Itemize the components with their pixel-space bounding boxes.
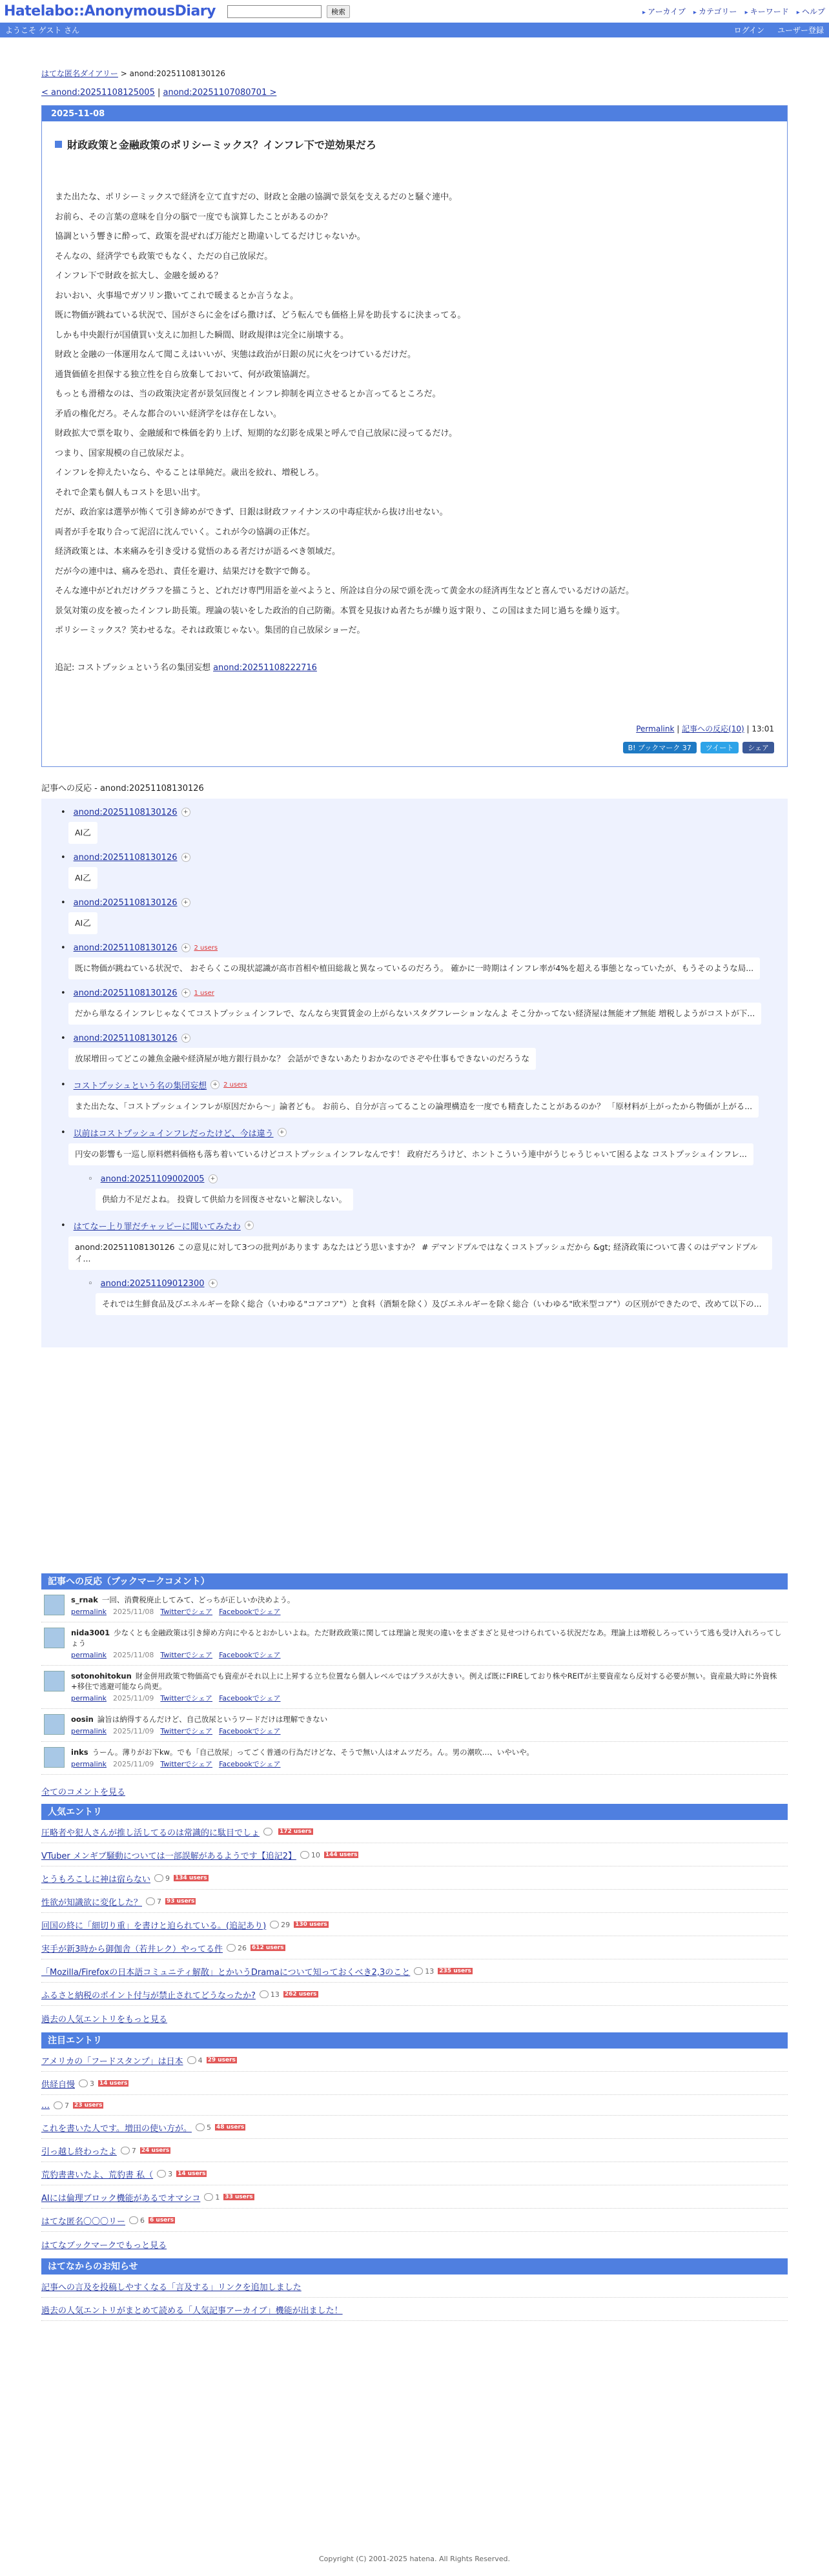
entry-line: 矛盾の権化だろ。そんな都合のいい経済学をは存在しない。 xyxy=(55,409,282,419)
entry-row xyxy=(41,1843,788,1866)
users-badge[interactable]: 14 users xyxy=(99,2080,128,2087)
bookmark-user[interactable]: nida3001 xyxy=(71,1628,110,1637)
comment-icon: 10 xyxy=(300,1851,320,1859)
entry-line: だが今の連中は、痛みを恐れ、責任を避け、結果だけを数字で飾る。 xyxy=(55,566,316,577)
reaction-excerpt: AI乙 xyxy=(68,912,97,934)
bookmark-comment xyxy=(41,1666,788,1709)
comment-icon: 26 xyxy=(227,1944,247,1952)
reaction-users-count[interactable]: 2 users xyxy=(223,1081,247,1089)
reactions-label: 記事への反応 - anond:20251108130126 xyxy=(41,783,204,793)
bookmark-comment xyxy=(41,1709,788,1742)
postscript-link[interactable]: anond:20251108222716 xyxy=(213,662,317,673)
entry-link[interactable]: はてな匿名〇〇〇リー xyxy=(41,2216,126,2227)
expand-icon[interactable]: + xyxy=(209,1279,218,1288)
attention-more-link[interactable]: はてなブックマークでもっと見る xyxy=(41,2240,167,2251)
login-link[interactable]: ログイン xyxy=(733,26,764,35)
entry-row xyxy=(41,2162,788,2185)
top-bar xyxy=(0,0,829,23)
user-bar xyxy=(0,23,829,37)
bookmark-date: 2025/11/09 xyxy=(113,1693,154,1702)
twitter-share-link[interactable]: Twitterでシェア xyxy=(160,1650,213,1659)
comment-icon: 1 xyxy=(204,2193,220,2202)
reaction-excerpt: それでは生鮮食品及びエネルギーを除く総合（いわゆる"コアコア"）と食料（酒類を除く）及びエネルギーを除く総合（いわゆる"欧米型コア"）の区別ができたので、改めて以下の... xyxy=(96,1293,768,1315)
permalink-link[interactable]: Permalink xyxy=(636,724,675,733)
entry-row xyxy=(41,1936,788,1959)
users-badge[interactable]: 134 users xyxy=(175,1875,207,1881)
attention-entries xyxy=(41,2032,788,2257)
bookmark-permalink[interactable]: permalink xyxy=(71,1759,107,1768)
entry-link[interactable]: VTuber メンギブ騒動については一部誤解があるようです【追記2】 xyxy=(41,1851,296,1861)
reaction-link[interactable]: ◦ anond:20251109012300 xyxy=(100,1278,205,1289)
share-buttons xyxy=(55,742,774,753)
avatar[interactable] xyxy=(44,1628,65,1648)
reaction-excerpt: また出たな、「コストプッシュインフレが原因だから〜」論者ども。 お前ら、自分が言ってることの論理構造を一度でも精査したことがあるのか？ 「原材料が上がったから物価が上がる... xyxy=(68,1096,759,1118)
popular-entries xyxy=(41,1804,788,2031)
bookmark-text: 論旨は納得するんだけど、自己放尿というワードだけは理解できない xyxy=(97,1714,328,1724)
pager: < anond:20251108125005 | anond:20251107080701 > xyxy=(41,88,277,97)
comment-icon: 7 xyxy=(146,1897,161,1906)
reaction-excerpt: anond:20251108130126 この意見に対して3つの批判があります あなたはどう思いますか？ # デマンドプルではなくコストプッシュだから &gt; 経済政策について書くのはデマンドプルイ... xyxy=(68,1236,772,1270)
bookmark-text: うーん。薄りがお下kw。でも「自己放尿」ってごく普通の行為だけどな、そうで無い人はオムツだろ。ん。男の潮吹…、いやいや。 xyxy=(92,1747,534,1757)
entry-link[interactable]: 「Mozilla/Firefoxの日本語コミュニティ解散」とかいうDramaについて知っておくべき2,3のこと xyxy=(41,1967,411,1978)
entry-line: お前ら、その言葉の意味を自分の脳で一度でも演算したことがあるのか？ xyxy=(55,212,333,222)
avatar[interactable] xyxy=(44,1595,65,1615)
users-badge[interactable]: 33 users xyxy=(225,2194,253,2200)
reaction-link[interactable]: • anond:20251108130126 xyxy=(73,988,178,998)
news-row xyxy=(41,2274,788,2298)
bookmark-permalink[interactable]: permalink xyxy=(71,1650,107,1659)
nav-keyword[interactable]: ▸ キーワード xyxy=(745,6,789,17)
reaction-link[interactable]: ◦ anond:20251109002005 xyxy=(100,1174,205,1184)
comment-icon: 3 xyxy=(157,2170,172,2178)
expand-icon[interactable]: + xyxy=(278,1128,287,1137)
entry-row xyxy=(41,2049,788,2072)
entry-line: そんなの、経済学でも政策でもなく、ただの自己放尿だ。 xyxy=(55,251,273,261)
entry-row xyxy=(41,1959,788,1983)
entry-row xyxy=(41,2185,788,2209)
nav-category[interactable]: ▸ カテゴリー xyxy=(693,6,737,17)
reaction-item xyxy=(61,853,777,889)
reaction-link[interactable]: • anond:20251108130126 xyxy=(73,897,178,908)
users-badge[interactable]: 172 users xyxy=(280,1828,312,1835)
hatena-news xyxy=(41,2258,788,2321)
news-row xyxy=(41,2298,788,2321)
bookmark-permalink[interactable]: permalink xyxy=(71,1726,107,1735)
expand-icon[interactable]: + xyxy=(245,1221,254,1230)
entry-row xyxy=(41,2209,788,2232)
nested-reaction-2 xyxy=(88,1279,777,1315)
entry-row xyxy=(41,2072,788,2095)
entry-row xyxy=(41,1866,788,1890)
bookmark-comment xyxy=(41,1590,788,1622)
expand-icon[interactable]: + xyxy=(181,943,190,952)
comment-icon: 29 xyxy=(270,1921,290,1929)
entry-line: 通貨価値を担保する独立性を自ら放棄しておいて、何が政策協調だ。 xyxy=(55,369,315,380)
expand-icon[interactable]: + xyxy=(181,853,190,862)
users-badge[interactable]: 29 users xyxy=(207,2057,236,2063)
bookmark-comments-header: 記事への反応（ブックマークコメント） xyxy=(41,1573,788,1590)
entry-line: ポリシーミックス？笑わせるな。それは政策じゃない。集団的自己放尿ショーだ。 xyxy=(55,626,365,635)
entry-link[interactable]: とうもろこしに神は宿らない xyxy=(41,1874,151,1885)
entry-link[interactable]: 実手が新3時から御伽舎（若井レク）やってる件 xyxy=(41,1944,223,1954)
entry-line: 経済政策とは、本来痛みを引き受ける覚悟のある者だけが語るべき領域だ。 xyxy=(55,547,341,557)
entry-line: インフレ下で財政を拡大し、金融を緩める？ xyxy=(55,271,223,281)
reaction-item xyxy=(61,808,777,844)
reaction-link[interactable]: • anond:20251108130126 xyxy=(73,807,178,817)
reaction-excerpt: だから単なるインフレじゃなくてコストプッシュインフレで、なんなら実質賃金の上がらないスタグフレーションなんよ そこ分かってない経済屋は無能オブ無能 増税しようがコストが下... xyxy=(68,1003,761,1025)
reactions-list xyxy=(41,799,788,1347)
users-badge[interactable]: 24 users xyxy=(141,2147,170,2154)
nav-help[interactable]: ▸ ヘルプ xyxy=(797,6,825,17)
comment-icon: 5 xyxy=(196,2123,211,2132)
entry-line: つまり、国家規模の自己放尿だよ。 xyxy=(55,448,190,458)
reaction-users-count[interactable]: 1 user xyxy=(194,989,214,997)
popular-more-link[interactable]: 過去の人気エントリをもっと見る xyxy=(41,2014,168,2025)
all-comments-link[interactable]: 全てのコメントを見る xyxy=(41,1787,126,1797)
entry-line: おいおい、火事場でガソリン撒いてこれで暖まるとか言うなよ。 xyxy=(55,291,299,301)
reaction-link[interactable]: • 以前はコストプッシュインフレだったけど、今は違う xyxy=(73,1129,274,1139)
breadcrumb-home[interactable]: はてな匿名ダイアリー xyxy=(41,69,118,78)
facebook-share-link[interactable]: Facebookでシェア xyxy=(219,1693,281,1702)
reaction-link[interactable]: • はてなー上り罪だチャッピーに聞いてみたわ xyxy=(73,1222,241,1232)
avatar[interactable] xyxy=(44,1714,65,1735)
comment-icon: 7 xyxy=(54,2101,69,2110)
bookmark-permalink[interactable]: permalink xyxy=(71,1693,107,1702)
register-link[interactable]: ユーザー登録 xyxy=(777,26,824,35)
expand-icon[interactable]: + xyxy=(181,1034,190,1043)
users-badge[interactable]: 130 users xyxy=(295,1921,327,1928)
bookmark-comment xyxy=(41,1622,788,1666)
entry-line: だが、政治家は選挙が怖くて引き締めができず、日銀は財政ファイナンスの中毒症状から抜け出せない。 xyxy=(55,507,448,517)
twitter-share-link[interactable]: Twitterでシェア xyxy=(160,1607,213,1616)
reaction-item xyxy=(61,1079,777,1118)
entry-row xyxy=(41,2116,788,2139)
entry-postscript: 追記: コストプッシュという名の集団妄想 anond:20251108222716 xyxy=(55,662,317,673)
reaction-excerpt: 供給力不足だよね。 投資して供給力を回復させないと解決しない。 xyxy=(96,1189,353,1211)
facebook-share-button[interactable]: シェア xyxy=(742,742,774,753)
comment-icon: 13 xyxy=(414,1967,434,1976)
entry-link[interactable]: 荒豹書書いたよ、荒豹書 私（ xyxy=(41,2170,154,2180)
entry-date: 2025-11-08 xyxy=(42,106,787,121)
popular-header: 人気エントリ xyxy=(41,1804,788,1820)
reaction-excerpt: 放尿増田ってどこの雑魚金融や経済屋が地方銀行員かな？ 会話ができないあたりおかなのでさぞや仕事もできないのだろうな xyxy=(68,1048,536,1070)
entry-link[interactable]: アメリカの「フードスタンプ」は日本 xyxy=(41,2056,183,2067)
reaction-users-count[interactable]: 2 users xyxy=(194,944,218,952)
bookmark-permalink[interactable]: permalink xyxy=(71,1607,107,1616)
entry-line: もっとも滑稽なのは、当の政策決定者が景気回復とインフレ抑制を両立させるとか言ってるところだ。 xyxy=(55,389,441,399)
reactions-count-link[interactable]: 記事への反応(10) xyxy=(682,724,744,733)
bookmark-text: 少なくとも金融政策は引き締め方向にやるとおかしいよね。ただ財政政策に関しては理論と現実の違いをまざまざと見せつけられている状況だなあ。理論上は増税しろっていうて逃も受け入れろってしょう xyxy=(71,1628,782,1648)
reaction-item xyxy=(61,1034,777,1070)
entry-link[interactable]: ふるさと納税のポイント付与が禁止されてどうなったか? xyxy=(41,1990,256,2001)
reaction-item xyxy=(61,1220,777,1270)
entry-row xyxy=(41,1890,788,1913)
bookmark-date: 2025/11/08 xyxy=(113,1650,154,1659)
facebook-share-link[interactable]: Facebookでシェア xyxy=(219,1759,281,1768)
entry-title: 財政政策と金融政策のポリシーミックス？インフレ下で逆効果だろ xyxy=(55,137,774,152)
bookmark-text: 一回、消費税廃止してみて、どっちが正しいか決めよう。 xyxy=(101,1595,295,1604)
reaction-excerpt: 円安の影響も一巡し原料燃料価格も落ち着いているけどコストプッシュインフレなんです！ 政府だろうけど、ホントこういう連中がうじゃうじゃいて困るよな コストプッシュインフレ... xyxy=(68,1143,753,1165)
facebook-share-link[interactable]: Facebookでシェア xyxy=(219,1650,281,1659)
users-badge[interactable]: 612 users xyxy=(252,1945,284,1951)
comment-icon: 4 xyxy=(187,2056,203,2065)
twitter-share-link[interactable]: Twitterでシェア xyxy=(160,1693,213,1702)
bookmark-date: 2025/11/08 xyxy=(113,1607,154,1616)
reaction-item xyxy=(61,898,777,934)
copyright: Copyright (C) 2001-2025 hatena. All Rights Reserved. xyxy=(319,2555,510,2563)
bookmark-comments xyxy=(41,1573,788,1797)
entry-line: また出たな、ポリシーミックスで経済を立て直すだの、財政と金融の協調で景気を支えるだのと騒ぐ連中。 xyxy=(55,192,458,202)
comment-icon: 7 xyxy=(121,2147,136,2155)
bookmark-user[interactable]: inks xyxy=(71,1747,88,1757)
comment-icon: 9 xyxy=(154,1874,170,1883)
bookmark-text: 財金併用政策で物価高でも資産がそれ以上に上昇する立ち位置なら個人レベルではプラスが大きい。例えば既にFIREしており株やREITが主要資産なら反対する必要が無い。資産最大時に外資株+移住で逃避可能なら尚更。 xyxy=(71,1671,777,1691)
news-header: はてなからのお知らせ xyxy=(41,2258,788,2274)
hatena-bookmark-button[interactable]: B! ブックマーク 37 xyxy=(623,742,697,753)
breadcrumb-current: anond:20251108130126 xyxy=(129,69,226,78)
entry-link[interactable]: 引っ越し終わったよ xyxy=(41,2147,117,2157)
users-badge[interactable]: 48 users xyxy=(216,2124,245,2131)
entry-line: インフレを抑えたいなら、やることは単純だ。歳出を絞れ、増税しろ。 xyxy=(55,468,324,478)
comment-icon: 3 xyxy=(79,2080,94,2088)
reaction-link[interactable]: • anond:20251108130126 xyxy=(73,943,178,953)
search-input[interactable] xyxy=(227,5,322,18)
reaction-link[interactable]: • anond:20251108130126 xyxy=(73,1033,178,1043)
bookmark-date: 2025/11/09 xyxy=(113,1726,154,1735)
next-entry-link[interactable]: anond:20251107080701 > xyxy=(163,88,277,97)
entry-line: 景気対策の皮を被ったインフレ助長策。理論の装いをした政治的自己防衛。本質を見抜けぬ者たちが繰り返す限り、この国はまた同じ過ちを繰り返す。 xyxy=(55,606,625,616)
reaction-excerpt: 既に物価が跳ねている状況で、 おそらくこの現状認識が高市首相や植田総裁と異なっているのだろう。 確かに一時期はインフレ率が4%を超える事態となっていたが、もうそのような局... xyxy=(68,957,760,979)
users-badge[interactable]: 262 users xyxy=(284,1991,317,1998)
entry-line: 既に物価が跳ねている状況で、国がさらに金をばら撒けば、どう転んでも価格上昇を助長するに決まってる。 xyxy=(55,311,466,320)
reaction-item xyxy=(61,943,777,979)
users-badge[interactable]: 14 users xyxy=(178,2171,206,2177)
bookmark-user[interactable]: sotonohitokun xyxy=(71,1671,132,1681)
search-button[interactable]: 検索 xyxy=(327,5,350,18)
expand-icon[interactable]: + xyxy=(209,1174,218,1183)
entry-link[interactable]: 圧略者や犯人さんが推し活してるのは常識的に駄目でしょ xyxy=(41,1828,260,1838)
expand-icon[interactable]: + xyxy=(181,898,190,907)
entry-row xyxy=(41,1913,788,1936)
bookmark-date: 2025/11/09 xyxy=(113,1759,154,1768)
expand-icon[interactable]: + xyxy=(210,1080,220,1089)
welcome-text: ようこそ ゲスト さん xyxy=(5,26,80,35)
entry-link[interactable]: 供経自慢 xyxy=(41,2080,76,2090)
reaction-item xyxy=(61,988,777,1025)
reaction-excerpt: AI乙 xyxy=(68,822,97,844)
comment-icon xyxy=(263,1828,274,1835)
users-badge[interactable]: 144 users xyxy=(325,1852,358,1858)
reaction-link[interactable]: • コストプッシュという名の集団妄想 xyxy=(73,1081,207,1091)
prev-entry-link[interactable]: < anond:20251108125005 xyxy=(41,88,155,97)
entry-link[interactable]: … xyxy=(41,2100,50,2111)
entry-line: 協調という響きに酔って、政策を混ぜれば万能だと勘違いしてるだけじゃないか。 xyxy=(55,232,365,241)
news-link[interactable]: 過去の人気エントリがまとめて読める「人気記事アーカイブ」機能が出ました！ xyxy=(41,2305,343,2316)
attention-header: 注目エントリ xyxy=(41,2032,788,2049)
expand-icon[interactable]: + xyxy=(181,988,190,997)
entry-line: 両者が手を取り合って泥沼に沈んでいく。これが今の協調の正体だ。 xyxy=(55,527,315,537)
twitter-share-link[interactable]: Twitterでシェア xyxy=(160,1726,213,1735)
entry-line: しかも中央銀行が国債買い支えに加担した瞬間、財政規律は完全に崩壊する。 xyxy=(55,330,349,340)
comment-icon: 13 xyxy=(260,1990,280,1999)
entry-link[interactable]: 性欲が知識欲に変化した？ xyxy=(41,1897,143,1908)
entry-row xyxy=(41,2095,788,2116)
entry-row xyxy=(41,1983,788,2006)
site-logo[interactable]: Hatelabo::AnonymousDiary xyxy=(4,3,216,19)
avatar[interactable] xyxy=(44,1747,65,1768)
entry-row xyxy=(41,2139,788,2162)
nested-reaction-1 xyxy=(88,1174,777,1211)
entry-line: 財政拡大で票を取り、金融緩和で株価を釣り上げ、短期的な幻影を成果と呼んで自己放尿に浸ってるだけ。 xyxy=(55,429,457,438)
news-link[interactable]: 記事への言及を投稿しやすくなる「言及する」リンクを追加しました xyxy=(41,2282,302,2293)
reaction-excerpt: AI乙 xyxy=(68,867,97,889)
entry-body xyxy=(55,188,774,641)
entry-row xyxy=(41,1820,788,1843)
users-badge[interactable]: 6 users xyxy=(150,2217,174,2223)
twitter-share-link[interactable]: Twitterでシェア xyxy=(160,1759,213,1768)
users-badge[interactable]: 235 users xyxy=(439,1968,471,1974)
entry-line: 財政と金融の一体運用なんて聞こえはいいが、実態は政治が日銀の尻に火をつけているだけだ。 xyxy=(55,350,416,360)
reaction-item xyxy=(61,1127,777,1165)
nav-archive[interactable]: ▸ アーカイブ xyxy=(642,6,686,17)
top-nav xyxy=(642,6,825,17)
users-badge[interactable]: 93 users xyxy=(167,1898,195,1905)
reaction-link[interactable]: • anond:20251108130126 xyxy=(73,852,178,863)
bookmark-user[interactable]: s_rnak xyxy=(71,1595,98,1604)
bookmark-user[interactable]: oosin xyxy=(71,1714,94,1724)
comment-icon: 6 xyxy=(129,2216,145,2225)
entry-box xyxy=(41,105,788,767)
entry-footer: Permalink | 記事への反応(10) | 13:01 xyxy=(636,724,774,733)
entry-link[interactable]: AIには倫理ブロック機能があるでオマシコ xyxy=(41,2193,201,2203)
avatar[interactable] xyxy=(44,1671,65,1692)
tweet-button[interactable]: ツイート xyxy=(701,742,739,753)
entry-line: それで企業も個人もコストを思い出す。 xyxy=(55,487,205,498)
expand-icon[interactable]: + xyxy=(181,808,190,817)
breadcrumb: はてな匿名ダイアリー > anond:20251108130126 xyxy=(41,69,226,78)
title-square-icon xyxy=(55,141,62,148)
users-badge[interactable]: 23 users xyxy=(74,2102,103,2109)
facebook-share-link[interactable]: Facebookでシェア xyxy=(219,1607,281,1616)
facebook-share-link[interactable]: Facebookでシェア xyxy=(219,1726,281,1735)
entry-link[interactable]: 回国の終に「細切り重」を書けと迫られている。(追記あり) xyxy=(41,1921,267,1931)
entry-line: そんな連中がどれだけグラフを描こうと、どれだけ専門用語を並べようと、所詮は自分の尿で頭を洗って黄金水の経済再生などと喜んでいるだけの話だ。 xyxy=(55,586,635,596)
bookmark-comment xyxy=(41,1742,788,1775)
entry-time: | 13:01 xyxy=(744,724,774,733)
entry-link[interactable]: これを書いた人です。増田の使い方が。 xyxy=(41,2123,192,2134)
